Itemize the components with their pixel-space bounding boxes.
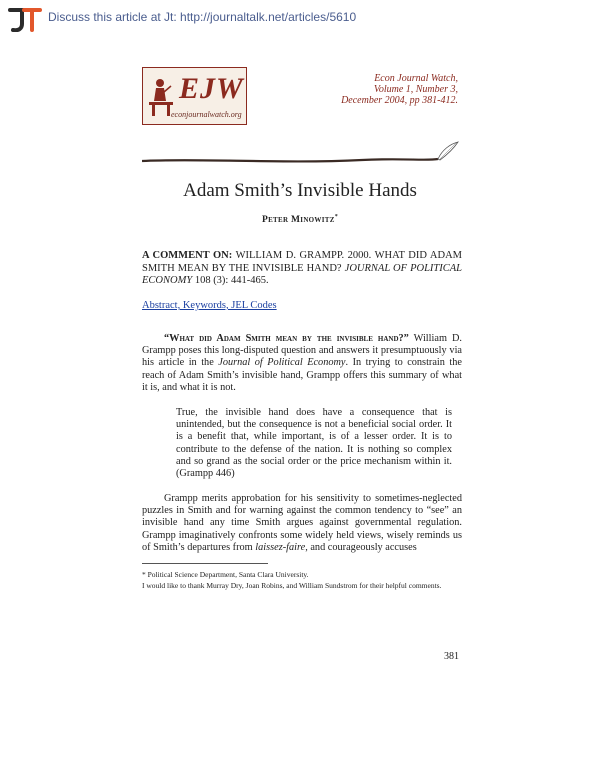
discuss-article-link[interactable]: Discuss this article at Jt: http://journaltalk.net/articles/5610: [48, 10, 357, 24]
journal-volume: Volume 1, Number 3,: [373, 84, 458, 95]
comment-body: WILLIAM D. GRAMPP. 2000. WHAT DID ADAM SMITH MEAN BY THE INVISIBLE HAND?: [142, 250, 462, 274]
paragraph-2-text-b: , and courageously accuses: [305, 541, 417, 553]
body-paragraph-1: [142, 333, 462, 394]
article-author: [0, 214, 600, 225]
paragraph-2-italic: laissez-faire: [255, 541, 306, 553]
author-footnote-mark: *: [334, 214, 338, 220]
quill-divider-icon: [142, 140, 460, 168]
abstract-keywords-link[interactable]: Abstract, Keywords, JEL Codes: [142, 300, 277, 311]
journal-name: Econ Journal Watch,: [374, 73, 458, 84]
comment-tail: 108 (3): 441-465.: [192, 275, 269, 286]
ejw-logo-text: EJW: [179, 72, 244, 105]
paragraph-1-text-a: William D. Grampp poses this long-disputed question and answers it presumptuously via his article in the: [142, 333, 462, 369]
jt-logo-icon[interactable]: [8, 6, 42, 32]
journal-date-pages: December 2004, pp 381-412.: [341, 95, 458, 106]
article-title: Adam Smith’s Invisible Hands: [183, 180, 417, 201]
body-paragraph-2: [142, 493, 462, 554]
ejw-logo-url: econjournalwatch.org: [171, 110, 242, 119]
comment-lead: A COMMENT ON:: [142, 250, 233, 261]
footnote-divider: [142, 563, 268, 564]
comment-on-reference: [142, 250, 462, 288]
opening-question: “What did Adam Smith mean by the invisible hand?”: [164, 333, 409, 344]
author-name: Peter Minowitz: [261, 215, 335, 226]
journaltalk-bar: [0, 0, 600, 38]
paragraph-1-journal: Journal of Political Economy: [218, 357, 346, 369]
footnotes: [142, 570, 462, 591]
block-quote: True, the invisible hand does have a consequence that is unintended, but the consequence is not a beneficial social order. It is a benefit that, while important, is of a lesser order. It is to contribute to the defense of the nation. It is nothing so complex and so grand as the social order or the price mechanism within it. (Grampp 446): [176, 407, 452, 480]
comment-journal: JOURNAL OF POLITICAL ECONOMY: [142, 262, 462, 286]
page-number: 381: [444, 651, 459, 662]
paragraph-2-text-a: Grampp merits approbation for his sensitivity to sometimes-neglected puzzles in Smith and for warning against the common tendency to “see” an invisible hand any time Smith argues against governmental regulation. Grampp imaginatively confronts some widely held views, wisely reminds us of Smith’s departures from: [142, 493, 462, 553]
footnote-affiliation: * Political Science Department, Santa Clara University.: [142, 570, 309, 579]
journal-citation: [341, 73, 458, 106]
ejw-logo: [142, 67, 247, 125]
footnote-acknowledgments: I would like to thank Murray Dry, Joan Robins, and William Sundstrom for their helpful comments.: [142, 580, 442, 590]
paragraph-1-text-b: . In trying to constrain the reach of Adam Smith’s invisible hand, Grampp offers this summary of what it is, and what it is not.: [142, 357, 462, 393]
